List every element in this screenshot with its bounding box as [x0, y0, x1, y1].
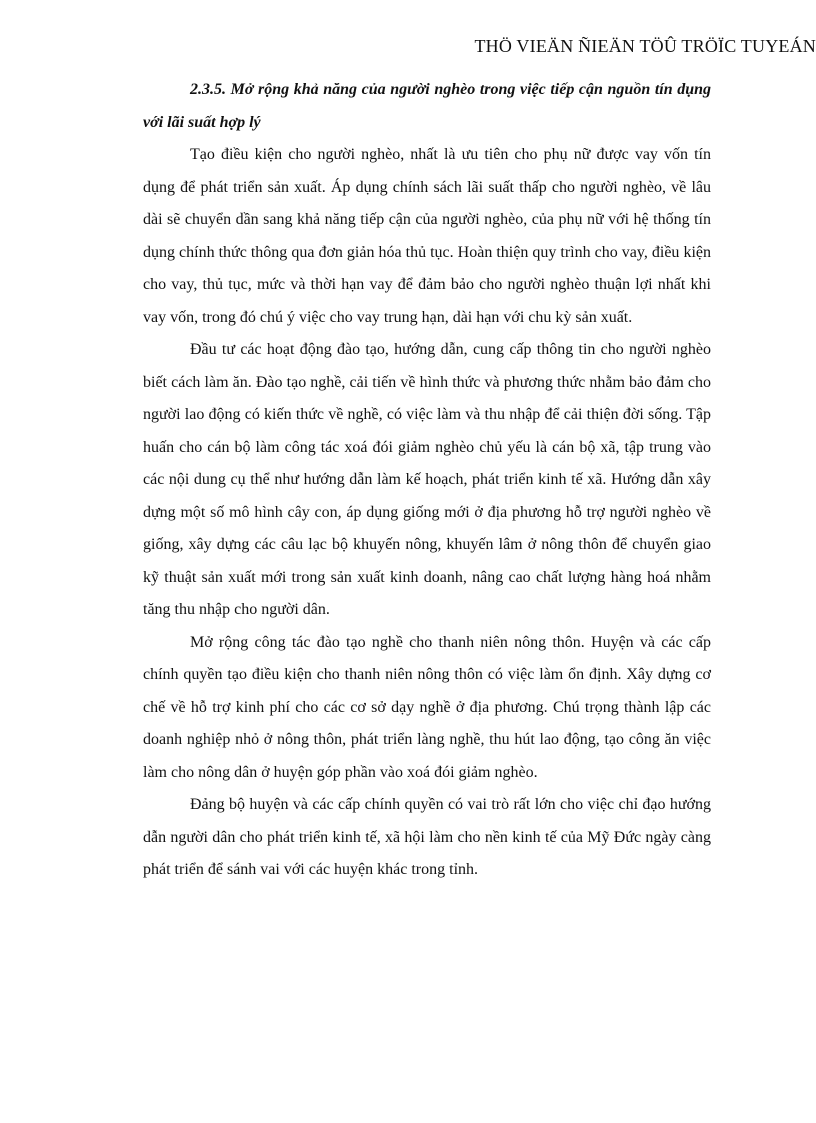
- paragraph-1: Tạo điều kiện cho người nghèo, nhất là ưu tiên cho phụ nữ được vay vốn tín dụng để phát triển sản xuất. Áp dụng chính sách lãi suất thấp cho người nghèo, về lâu dài sẽ chuyển dần sang khả năng tiếp cận của người nghèo, của phụ nữ với hệ thống tín dụng chính thức thông qua đơn giản hóa thủ tục. Hoàn thiện quy trình cho vay, điều kiện cho vay, thủ tục, mức và thời hạn vay để đảm bảo cho người nghèo thuận lợi nhất khi vay vốn, trong đó chú ý việc cho vay trung hạn, dài hạn với chu kỳ sản xuất.: [143, 146, 711, 326]
- paragraph-3: Mở rộng công tác đào tạo nghề cho thanh niên nông thôn. Huyện và các cấp chính quyền tạo điều kiện cho thanh niên nông thôn có việc làm ổn định. Xây dựng cơ chế về hỗ trợ kinh phí cho các cơ sở dạy nghề ở địa phương. Chú trọng thành lập các doanh nghiệp nhỏ ở nông thôn, phát triển làng nghề, thu hút lao động, tạo công ăn việc làm cho nông dân ở huyện góp phần vào xoá đói giảm nghèo.: [143, 633, 711, 781]
- document-body: [143, 74, 711, 887]
- paragraph-4: Đảng bộ huyện và các cấp chính quyền có vai trò rất lớn cho việc chỉ đạo hướng dẫn người dân cho phát triển kinh tế, xã hội làm cho nền kinh tế của Mỹ Đức ngày càng phát triển để sánh vai với các huyện khác trong tỉnh.: [143, 796, 711, 878]
- section-heading: 2.3.5. Mở rộng khả năng của người nghèo trong việc tiếp cận nguồn tín dụng với lãi suất hợp lý: [143, 81, 711, 131]
- paragraph-2: Đầu tư các hoạt động đào tạo, hướng dẫn, cung cấp thông tin cho người nghèo biết cách làm ăn. Đào tạo nghề, cải tiến về hình thức và phương thức nhằm bảo đảm cho người lao động có kiến thức về nghề, có việc làm và thu nhập để cải thiện đời sống. Tập huấn cho cán bộ làm công tác xoá đói giảm nghèo chủ yếu là cán bộ xã, tập trung vào các nội dung cụ thể như hướng dẫn làm kế hoạch, phát triển kinh tế xã. Hướng dẫn xây dựng một số mô hình cây con, áp dụng giống mới ở địa phương hỗ trợ người nghèo về giống, xây dựng các câu lạc bộ khuyến nông, khuyến lâm ở nông thôn để chuyển giao kỹ thuật sản xuất mới trong sản xuất kinh doanh, nâng cao chất lượng hàng hoá nhằm tăng thu nhập cho người dân.: [143, 341, 711, 618]
- page-header: THÖ VIEÄN ÑIEÄN TÖÛ TRÖÏC TUYEÁN: [474, 36, 816, 56]
